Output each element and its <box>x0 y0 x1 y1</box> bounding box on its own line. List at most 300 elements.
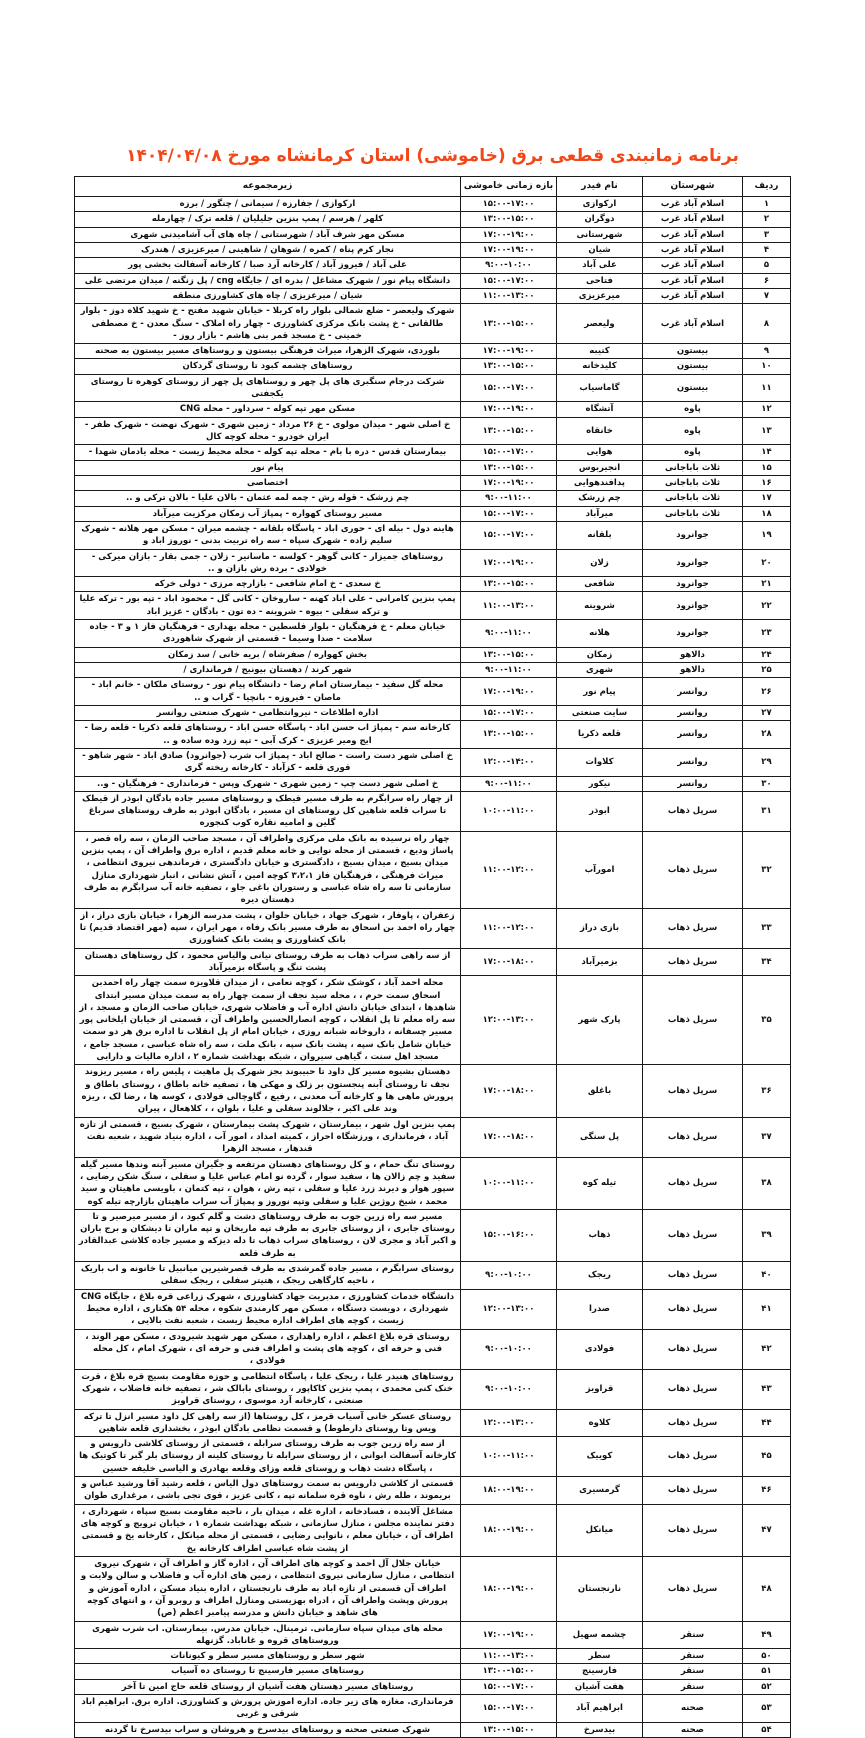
feeder-cell: پارک شهر <box>557 976 643 1065</box>
area-cell: خیابان جلال آل احمد و کوچه های اطراف آن ، اداره گاز و اطراف آن ، شهرک نیروی انتظامی ، منازل سازمانی نیروی انتظامی ، زمین های اداره آب و فاضلاب و سالن ولایت و اطراف آن قسمتی از تازه اباد به طرف نارنجستان ، اداره بنیاد مسکن ، اداره آموزش و پرورش وپشت واطراف آن ، ادراه بهزیستی ومنازل اطراف و روبرو آن ، و انتهای کوچه های شاهد و خیابان دانش و مدرسه پیامبر اعظم (ص) <box>75 1556 461 1621</box>
table-row <box>75 1289 791 1329</box>
table-row <box>75 475 791 490</box>
feeder-cell: آتشگاه <box>557 402 643 417</box>
area-cell: روستاهای جمیزار - کانی گوهر - کولسه - ماسانیر - زلان - جمی بقار - بازان میرکی - خولادی - برده رش بازان و .. <box>75 549 461 577</box>
area-cell: شرکت درجام سنگبری های پل چهر و روستاهای پل چهر از روستای کوهره تا روستای یکجفتی <box>75 374 461 402</box>
county-cell: اسلام آباد غرب <box>643 197 743 212</box>
feeder-cell: زلان <box>557 549 643 577</box>
area-cell: چم زرشک - قوله رش - چمه لمه عثمان - بالان علیا - بالان ترکی و .. <box>75 491 461 506</box>
row-number-cell: ۲۰ <box>743 549 791 577</box>
area-cell: دهستان بشیوه مسیر کل داود تا حبیبوند بجز شهرک پل ماهیت ، پلیس راه ، مسیر ریزوند نجف تا روستای آبنه پنجستون بر زلک و مهکی ها ، تصفیه خانه باطاق ، روستای باطاق و پرورش ماهی ها و کارخانه آب معدنی ، رفیع ، گاوچالی فولادی ، کوسه ها ، رضا لک ، ریزه وند علی اکبر ، جلالوند سفلی و علیا ، بلوان ، ، کلاهعال ، پیران <box>75 1065 461 1117</box>
time-cell: ۱۷:۰۰-۱۹:۰۰ <box>461 549 557 577</box>
feeder-cell: هلانه <box>557 620 643 648</box>
area-cell: از سه راه زرین جوب به طرف روستای سرابله ، قسمتی از روستای کلاشی دارویس و کارخانه آسفالت ابوانی ، از روستای سرابله تا روستای کلینه از روستای بلر گبر تا کوتیک ها ، پاسگاه دشت ذهاب و روستای قلعه وزای وقلعه بهادری و الیاسی خلیفه حسین <box>75 1437 461 1477</box>
county-cell: ثلاث باباجانی <box>643 460 743 475</box>
table-row <box>75 521 791 549</box>
county-cell: سرپل ذهاب <box>643 948 743 976</box>
row-number-cell: ۲۱ <box>743 577 791 592</box>
table-row <box>75 1369 791 1409</box>
feeder-cell: انجیربوس <box>557 460 643 475</box>
county-cell: روانسر <box>643 748 743 776</box>
time-cell: ۱۳:۰۰-۱۵:۰۰ <box>461 1722 557 1737</box>
table-row <box>75 831 791 908</box>
row-number-cell: ۱۱ <box>743 374 791 402</box>
time-cell: ۱۳:۰۰-۱۵:۰۰ <box>461 577 557 592</box>
row-number-cell: ۳۹ <box>743 1209 791 1261</box>
feeder-cell: نارنجستان <box>557 1556 643 1621</box>
area-cell: شیان / میرعزیزی / چاه های کشاورزی منطقه <box>75 288 461 303</box>
row-number-cell: ۳۳ <box>743 908 791 948</box>
time-cell: ۱۳:۰۰-۱۵:۰۰ <box>461 417 557 445</box>
row-number-cell: ۴۸ <box>743 1556 791 1621</box>
feeder-cell: خانقاه <box>557 417 643 445</box>
feeder-cell: علی آباد <box>557 258 643 273</box>
area-cell: کلهر / هرسم / پمپ بنزین جلیلیان / قلعه ترک / چهارمله <box>75 212 461 227</box>
row-number-cell: ۲۵ <box>743 663 791 678</box>
table-row <box>75 1065 791 1117</box>
county-cell: سرپل ذهاب <box>643 1065 743 1117</box>
area-cell: شهر کرند / دهستان بیونیج / فرمانداری / <box>75 663 461 678</box>
area-cell: شهر سطر و روستاهای مسیر سطر و کیونانات <box>75 1649 461 1664</box>
table-row <box>75 647 791 662</box>
header-row <box>75 177 791 197</box>
row-number-cell: ۱۶ <box>743 475 791 490</box>
area-cell: چهار راه نرسیده به بانک ملی مرکزی واطراف آن ، مسجد صاحب الزمان ، سه راه قصر ، پاساژ ودیع ، قسمتی از محله نوایی و خانه معلم قدیم ، اداره برق واطراف آن ، پمپ بنزین میدان بسیج ، میدان بسیج ، دادگستری و خیابان دادگستری ، فرماندهی نیروی انتظامی ، میراث فرهنگی ، فرهنگیان فاز ۳،۲،۱ کوچه امین ، آتش نشانی ، انبار شهرداری منازل سازمانی تا سه راه شاه عباسی و رستوران باغی جاو ، تصفیه خانه آب سرابگرم به طرف دهستان دیره <box>75 831 461 908</box>
time-cell: ۱۳:۰۰-۱۵:۰۰ <box>461 1664 557 1679</box>
row-number-cell: ۳۱ <box>743 791 791 831</box>
area-cell: روستاهای هنیدر علیا ، ریجک علیا ، پاسگاه انتظامی و حوزه مقاومت بسیج قره بلاغ ، قرت خنک کنی محمدی ، پمپ بنزین کاکاپور ، روستای بابالک شر ، تصفیه خانه فاضلاب ، شهرک صنعتی ، کارخانه آرد موسوی ، روستای قراویز <box>75 1369 461 1409</box>
row-number-cell: ۲۲ <box>743 592 791 620</box>
county-cell: سنقر <box>643 1679 743 1694</box>
row-number-cell: ۱۵ <box>743 460 791 475</box>
table-row <box>75 242 791 257</box>
feeder-cell: شروینه <box>557 592 643 620</box>
county-cell: صحنه <box>643 1695 743 1723</box>
table-row <box>75 791 791 831</box>
table-row <box>75 549 791 577</box>
feeder-cell: چشمه سهیل <box>557 1621 643 1649</box>
area-cell: پمپ بنزین اول شهر ، بیمارستان ، شهرک پشت بیمارستان ، شهرک بسیج ، قسمتی از تازه آباد ، فرمانداری ، ورزشگاه احراز ، کمیته امداد ، امور آب ، اداره بنیاد شهید ، شعبه نفت قندهار ، مسجد الزهرا <box>75 1117 461 1157</box>
row-number-cell: ۴۳ <box>743 1369 791 1409</box>
county-cell: سرپل ذهاب <box>643 1289 743 1329</box>
header-subset: زیرمجموعه <box>75 177 461 197</box>
time-cell: ۱۳:۰۰-۱۵:۰۰ <box>461 460 557 475</box>
table-row <box>75 705 791 720</box>
table-row <box>75 1649 791 1664</box>
table-row <box>75 1262 791 1290</box>
table-row <box>75 1556 791 1621</box>
time-cell: ۱۷:۰۰-۱۸:۰۰ <box>461 1065 557 1117</box>
feeder-cell: قراویز <box>557 1369 643 1409</box>
county-cell: جوانرود <box>643 577 743 592</box>
time-cell: ۱۰:۰۰-۱۱:۰۰ <box>461 1437 557 1477</box>
feeder-cell: بازی دراز <box>557 908 643 948</box>
feeder-cell: بزمیرآباد <box>557 948 643 976</box>
row-number-cell: ۳۷ <box>743 1117 791 1157</box>
row-number-cell: ۸ <box>743 304 791 344</box>
feeder-cell: پدافندهوایی <box>557 475 643 490</box>
time-cell: ۱۲:۰۰-۱۳:۰۰ <box>461 976 557 1065</box>
table-row <box>75 417 791 445</box>
header-feeder: نام فیدر <box>557 177 643 197</box>
feeder-cell: شافعی <box>557 577 643 592</box>
time-cell: ۱۱:۰۰-۱۲:۰۰ <box>461 831 557 908</box>
county-cell: پاوه <box>643 402 743 417</box>
table-row <box>75 1437 791 1477</box>
county-cell: سرپل ذهاب <box>643 908 743 948</box>
row-number-cell: ۴۰ <box>743 1262 791 1290</box>
row-number-cell: ۲۸ <box>743 721 791 749</box>
county-cell: سنقر <box>643 1649 743 1664</box>
row-number-cell: ۴۶ <box>743 1477 791 1505</box>
table-row <box>75 1209 791 1261</box>
county-cell: اسلام آباد غرب <box>643 258 743 273</box>
row-number-cell: ۴۹ <box>743 1621 791 1649</box>
feeder-cell: تیله کوه <box>557 1157 643 1209</box>
time-cell: ۱۳:۰۰-۱۵:۰۰ <box>461 212 557 227</box>
row-number-cell: ۳۲ <box>743 831 791 908</box>
row-number-cell: ۱۸ <box>743 506 791 521</box>
table-row <box>75 258 791 273</box>
county-cell: اسلام آباد غرب <box>643 242 743 257</box>
row-number-cell: ۵۳ <box>743 1695 791 1723</box>
area-cell: از چهار راه سرابگرم به طرف مسیر قیطک و روستاهای مسیر جاده بادگان ابوذر از قیطک تا سراب قلعه شاهین کل روستاهای ان مسیر ، بادگان ابوذر به طرف روستاهای سرباغ گلین و امامیه نقاره کوب کنجوره <box>75 791 461 831</box>
time-cell: ۱۷:۰۰-۱۹:۰۰ <box>461 475 557 490</box>
county-cell: بیستون <box>643 374 743 402</box>
feeder-cell: ریجک <box>557 1262 643 1290</box>
county-cell: سرپل ذهاب <box>643 1556 743 1621</box>
time-cell: ۱۲:۰۰-۱۳:۰۰ <box>461 1409 557 1437</box>
row-number-cell: ۵۱ <box>743 1664 791 1679</box>
row-number-cell: ۲۶ <box>743 678 791 706</box>
row-number-cell: ۵ <box>743 258 791 273</box>
time-cell: ۱۷:۰۰-۱۸:۰۰ <box>461 1117 557 1157</box>
county-cell: ثلاث باباجانی <box>643 475 743 490</box>
feeder-cell: شهری <box>557 663 643 678</box>
table-row <box>75 577 791 592</box>
time-cell: ۱۷:۰۰-۱۹:۰۰ <box>461 227 557 242</box>
time-cell: ۹:۰۰-۱۱:۰۰ <box>461 491 557 506</box>
feeder-cell: فارسینج <box>557 1664 643 1679</box>
table-header <box>75 177 791 197</box>
time-cell: ۱۵:۰۰-۱۷:۰۰ <box>461 1679 557 1694</box>
table-row <box>75 1722 791 1737</box>
time-cell: ۱۳:۰۰-۱۵:۰۰ <box>461 647 557 662</box>
county-cell: روانسر <box>643 678 743 706</box>
time-cell: ۱۰:۰۰-۱۱:۰۰ <box>461 1157 557 1209</box>
time-cell: ۱۵:۰۰-۱۷:۰۰ <box>461 521 557 549</box>
area-cell: قسمتی از کلاشی دارویس به سمت روستاهای دول الیاس ، قلعه رشید آقا ورشید عباس و بریموند ، طله رش ، ناوه قره سلمانه تپه ، کانی عزیز ، قوی تجی باشی ، مرغداری طوان <box>75 1477 461 1505</box>
feeder-cell: سایت صنعتی <box>557 705 643 720</box>
table-row <box>75 1117 791 1157</box>
area-cell: دانشگاه خدمات کشاورزی ، مدیریت جهاد کشاورزی ، شهرک زراعی قره بلاغ ، جایگاه CNG شهرداری ، دویست دستگاه ، مسکن مهر کارمندی شکوه ، محله ۵۴ هکتاری ، اداره محیط زیست ، کوچه های اطراف اداره محیط زیست ، شعبه نفت بالایی ، <box>75 1289 461 1329</box>
time-cell: ۱۱:۰۰-۱۳:۰۰ <box>461 288 557 303</box>
time-cell: ۱۵:۰۰-۱۶:۰۰ <box>461 1209 557 1261</box>
header-outage-time: بازه زمانی خاموشی <box>461 177 557 197</box>
table-row <box>75 776 791 791</box>
area-cell: دانشگاه پیام نور / شهرک مشاغل / بدره ای / جایگاه cng / پل زنگنه / میدان مرتضی علی <box>75 273 461 288</box>
feeder-cell: فولادی <box>557 1329 643 1369</box>
county-cell: اسلام آباد غرب <box>643 304 743 344</box>
table-row <box>75 663 791 678</box>
area-cell: روستای عسکر خانی آسیاب قرمز ، کل روستاها (از سه راهی کل داود مسیر انزل تا ترکه ویس وتا روستای دارطوط) و قسمت نظامی بادگان ابوذر ، بخشداری قلعه شاهین <box>75 1409 461 1437</box>
area-cell: مسیر روستای کهواره - پمپاژ آب زمکان مرکزیت میرآباد <box>75 506 461 521</box>
area-cell: روستاهای مسیر فارسینج تا روستای ده آسیاب <box>75 1664 461 1679</box>
county-cell: سرپل ذهاب <box>643 1409 743 1437</box>
time-cell: ۱۲:۰۰-۱۳:۰۰ <box>461 1289 557 1329</box>
county-cell: جوانرود <box>643 592 743 620</box>
area-cell: خ اصلی شهر دست راست - صالح اباد - پمپاژ اب شرب (جوانرود) صادق اباد - شهر شاهو - قوری قلعه - کزآباد - کارخانه ریخته گری <box>75 748 461 776</box>
row-number-cell: ۴۲ <box>743 1329 791 1369</box>
feeder-cell: هفت آشیان <box>557 1679 643 1694</box>
time-cell: ۱۱:۰۰-۱۲:۰۰ <box>461 908 557 948</box>
county-cell: اسلام آباد غرب <box>643 288 743 303</box>
area-cell: مسیر سه راه زرین جوب به طرف روستاهای دشت و گلم کبود ، از مسیر میرصیر و تا روستای جابری ، از روستای جابری به طرف تپه ماریخان و تپه ماران تا دیشکان و برج باران و اکبر آباد و مجری لان ، روستاهای سراب ذهاب تا دله دیزکه و مسیر جاده کلاشی عبدالقادر به طرف قلعه <box>75 1209 461 1261</box>
county-cell: اسلام آباد غرب <box>643 227 743 242</box>
county-cell: دالاهو <box>643 663 743 678</box>
time-cell: ۱۵:۰۰-۱۷:۰۰ <box>461 273 557 288</box>
time-cell: ۹:۰۰-۱۰:۰۰ <box>461 1262 557 1290</box>
feeder-cell: ارکوازی <box>557 197 643 212</box>
area-cell: روستای سرابگرم ، مسیر جاده گمرشدی به طرف قصرشیرین میانبیل تا خانونه و اب باریک ، ناحیه کارگاهی ریجک ، هتیتر سفلی ، ریجک سفلی <box>75 1262 461 1290</box>
area-cell: پیام نور <box>75 460 461 475</box>
table-row <box>75 304 791 344</box>
table-row <box>75 197 791 212</box>
row-number-cell: ۵۲ <box>743 1679 791 1694</box>
time-cell: ۱۸:۰۰-۱۹:۰۰ <box>461 1556 557 1621</box>
area-cell: خیابان معلم - خ فرهنگیان - بلوار فلسطین - محله بهداری - فرهنگیان فاز ۱ و ۳ - جاده سلامت - صدا وسیما - قسمتی از شهرک شاهوردی <box>75 620 461 648</box>
county-cell: جوانرود <box>643 549 743 577</box>
feeder-cell: بیدسرخ <box>557 1722 643 1737</box>
county-cell: پاوه <box>643 417 743 445</box>
feeder-cell: ولیعصر <box>557 304 643 344</box>
feeder-cell: چم زرشک <box>557 491 643 506</box>
table-row <box>75 445 791 460</box>
feeder-cell: ذهاب <box>557 1209 643 1261</box>
time-cell: ۹:۰۰-۱۱:۰۰ <box>461 620 557 648</box>
area-cell: زعفران ، پاوفار ، شهرک جهاد ، خیابان حلوان ، پشت مدرسه الزهرا ، خیابان بازی دراز ، از چهار راه احمد بن اسحاق به طرف مسیر بانک رفاه ، مهر ایران ، سپه (مهر اقتصاد قدیم) تا بانک کشاورزی و پشت بانک کشاورزی <box>75 908 461 948</box>
area-cell: علی آباد / فیروز آباد / کارخانه آرد صبا / کارخانه آسفالت بخشی پور <box>75 258 461 273</box>
feeder-cell: صدرا <box>557 1289 643 1329</box>
table-row <box>75 1695 791 1723</box>
area-cell: پمپ بنزین کامرانی - علی اباد کهنه - ساروخان - کانی گل - محمود اباد - تپه بور - ترکه علیا و ترکه سفلی - بیوه - شروینه - ده تون - بادگان - عزیز اباد <box>75 592 461 620</box>
table-row <box>75 1504 791 1556</box>
county-cell: صحنه <box>643 1722 743 1737</box>
schedule-table-body <box>75 197 791 1738</box>
time-cell: ۱۷:۰۰-۱۹:۰۰ <box>461 678 557 706</box>
table-row <box>75 212 791 227</box>
county-cell: سرپل ذهاب <box>643 1262 743 1290</box>
row-number-cell: ۷ <box>743 288 791 303</box>
county-cell: سرپل ذهاب <box>643 1504 743 1556</box>
time-cell: ۱۳:۰۰-۱۵:۰۰ <box>461 359 557 374</box>
time-cell: ۱۷:۰۰-۱۹:۰۰ <box>461 242 557 257</box>
time-cell: ۱۵:۰۰-۱۷:۰۰ <box>461 374 557 402</box>
feeder-cell: کلاوه <box>557 1409 643 1437</box>
header-row-number: ردیف <box>743 177 791 197</box>
county-cell: سرپل ذهاب <box>643 1117 743 1157</box>
table-row <box>75 592 791 620</box>
time-cell: ۹:۰۰-۱۰:۰۰ <box>461 258 557 273</box>
feeder-cell: گاماسیاب <box>557 374 643 402</box>
area-cell: خ سعدی - خ امام شافعی - بازارچه مرزی - دولی خرکه <box>75 577 461 592</box>
row-number-cell: ۹ <box>743 344 791 359</box>
county-cell: جوانرود <box>643 521 743 549</box>
feeder-cell: سطر <box>557 1649 643 1664</box>
time-cell: ۱۷:۰۰-۱۹:۰۰ <box>461 1621 557 1649</box>
feeder-cell: بلقانه <box>557 521 643 549</box>
table-row <box>75 460 791 475</box>
feeder-cell: کلاوات <box>557 748 643 776</box>
row-number-cell: ۱ <box>743 197 791 212</box>
area-cell: شهرک ولیعصر - ضلع شمالی بلوار راه کربلا - خیابان شهید مفتح - خ شهید کلاه دوز - بلوار طالقانی - خ پشت بانک مرکزی کشاورزی - چهار راه املاک - سنگ معدن - خ مصطفی خمینی - خ مسجد قمر بنی هاشم - بازار روز - <box>75 304 461 344</box>
row-number-cell: ۳۴ <box>743 948 791 976</box>
area-cell: مسکن مهر تپه کوله - سرداور - محله CNG <box>75 402 461 417</box>
county-cell: سنقر <box>643 1621 743 1649</box>
feeder-cell: قلعه ذکریا <box>557 721 643 749</box>
row-number-cell: ۴ <box>743 242 791 257</box>
row-number-cell: ۱۹ <box>743 521 791 549</box>
time-cell: ۱۸:۰۰-۱۹:۰۰ <box>461 1477 557 1505</box>
time-cell: ۱۷:۰۰-۱۹:۰۰ <box>461 402 557 417</box>
county-cell: روانسر <box>643 705 743 720</box>
feeder-cell: هوایی <box>557 445 643 460</box>
area-cell: اختصاصی <box>75 475 461 490</box>
table-row <box>75 1664 791 1679</box>
time-cell: ۱۵:۰۰-۱۷:۰۰ <box>461 445 557 460</box>
row-number-cell: ۱۳ <box>743 417 791 445</box>
feeder-cell: دوگران <box>557 212 643 227</box>
county-cell: بیستون <box>643 344 743 359</box>
county-cell: سرپل ذهاب <box>643 791 743 831</box>
table-row <box>75 678 791 706</box>
table-row <box>75 491 791 506</box>
county-cell: سنقر <box>643 1664 743 1679</box>
row-number-cell: ۱۷ <box>743 491 791 506</box>
area-cell: خ اصلی شهر دست چپ - زمین شهری - شهرک وپس - فرمانداری - فرهنگیان - و.. <box>75 776 461 791</box>
row-number-cell: ۱۰ <box>743 359 791 374</box>
county-cell: ثلاث باباجانی <box>643 506 743 521</box>
feeder-cell: پیام نور <box>557 678 643 706</box>
table-row <box>75 344 791 359</box>
area-cell: هاینه دول - بیله ای - حوری اباد - پاسگاه بلقانه - چشمه میران - مسکن مهر هلانه - شهرک سلیم زاده - شهرک سپاه - سه راه تربیت بدنی - نوروز اباد و <box>75 521 461 549</box>
table-row <box>75 506 791 521</box>
table-row <box>75 1329 791 1369</box>
table-row <box>75 1157 791 1209</box>
row-number-cell: ۲۴ <box>743 647 791 662</box>
table-row <box>75 1409 791 1437</box>
county-cell: اسلام آباد غرب <box>643 273 743 288</box>
time-cell: ۱۰:۰۰-۱۱:۰۰ <box>461 791 557 831</box>
feeder-cell: ابوذر <box>557 791 643 831</box>
county-cell: پاوه <box>643 445 743 460</box>
area-cell: روستاهای چشمه کبود تا روستای گردکان <box>75 359 461 374</box>
area-cell: بلوردی، شهرک الزهرا، میراث فرهنگی بیستون و روستاهای مسیر بیستون به صحنه <box>75 344 461 359</box>
feeder-cell: ابراهیم آباد <box>557 1695 643 1723</box>
feeder-cell: میانکل <box>557 1504 643 1556</box>
area-cell: روستای قره بلاغ اعظم ، اداره راهداری ، مسکن مهر شهید شیرودی ، مسکن مهر الوند ، فنی و حرفه ای ، کوچه های پشت و اطراف فنی و حرفه ای ، شهرک امام ، کل محله فولادی ، <box>75 1329 461 1369</box>
table-row <box>75 721 791 749</box>
table-row <box>75 908 791 948</box>
time-cell: ۱۵:۰۰-۱۷:۰۰ <box>461 506 557 521</box>
row-number-cell: ۶ <box>743 273 791 288</box>
area-cell: خ اصلی شهر - میدان مولوی - خ ۲۶ مرداد - زمین شهری - شهرک نهضت - شهرک ظفر - ایران خودرو - محله کوچه کال <box>75 417 461 445</box>
feeder-cell: میرآباد <box>557 506 643 521</box>
table-row <box>75 1621 791 1649</box>
time-cell: ۱۳:۰۰-۱۵:۰۰ <box>461 304 557 344</box>
feeder-cell: امورآب <box>557 831 643 908</box>
feeder-cell: باغلق <box>557 1065 643 1117</box>
table-row <box>75 1477 791 1505</box>
row-number-cell: ۴۷ <box>743 1504 791 1556</box>
county-cell: سرپل ذهاب <box>643 1329 743 1369</box>
row-number-cell: ۵۴ <box>743 1722 791 1737</box>
area-cell: از سه راهی سراب ذهاب به طرف روستای نیانی والیاس محمود ، کل روستاهای دهستان پشت تنگ و پاسگاه بزمیرآباد <box>75 948 461 976</box>
row-number-cell: ۱۲ <box>743 402 791 417</box>
area-cell: مسکن مهر شرف آباد / شهرستانی / چاه های آب آشامیدنی شهری <box>75 227 461 242</box>
feeder-cell: زمکان <box>557 647 643 662</box>
time-cell: ۱۳:۰۰-۱۵:۰۰ <box>461 721 557 749</box>
county-cell: سرپل ذهاب <box>643 1437 743 1477</box>
county-cell: سرپل ذهاب <box>643 1477 743 1505</box>
row-number-cell: ۲۷ <box>743 705 791 720</box>
time-cell: ۱۵:۰۰-۱۷:۰۰ <box>461 1695 557 1723</box>
row-number-cell: ۴۱ <box>743 1289 791 1329</box>
county-cell: سرپل ذهاب <box>643 1369 743 1409</box>
area-cell: کارخانه سم - پمپاژ اب حسن اباد - پاسگاه حسن اباد - روستاهای قلعه ذکریا - قلعه رضا - ایج ومیر عزیزی - کرک آبی - تپه زرد وده ساده و .. <box>75 721 461 749</box>
county-cell: سرپل ذهاب <box>643 831 743 908</box>
table-row <box>75 1679 791 1694</box>
area-cell: ارکوازی / جفارزه / سیمانی / چنگور / برزه <box>75 197 461 212</box>
county-cell: روانسر <box>643 776 743 791</box>
area-cell: مشاغل آلاینده ، فسادخانه ، اداره غله ، میدان بار ، ناحیه مقاومت بسیج سپاه ، شهرداری ، دفتر نماینده مجلس ، منازل سازمانی ، شبکه بهداشت شماره ۱ ، خیابان ترویج و کوچه های اطراف آن ، خیابان معلم ، نانوایی رضایی ، قسمتی از محله میانکل ، کارخانه یخ و قسمتی از پشت شاه عباسی اطراف کارخانه یخ <box>75 1504 461 1556</box>
time-cell: ۹:۰۰-۱۰:۰۰ <box>461 1329 557 1369</box>
time-cell: ۹:۰۰-۱۱:۰۰ <box>461 663 557 678</box>
page-title: برنامه زمانبندی قطعی برق (خاموشی) استان کرمانشاه مورخ ۱۴۰۴/۰۴/۰۸ <box>126 146 739 166</box>
county-cell: ثلاث باباجانی <box>643 491 743 506</box>
county-cell: سرپل ذهاب <box>643 1157 743 1209</box>
table-row <box>75 976 791 1065</box>
row-number-cell: ۳۵ <box>743 976 791 1065</box>
county-cell: سرپل ذهاب <box>643 1209 743 1261</box>
area-cell: بخش کهواره / صفرشاه / بریه خانی / سد زمکان <box>75 647 461 662</box>
table-row <box>75 273 791 288</box>
table-row <box>75 948 791 976</box>
area-cell: محله گل سفید - بیمارستان امام رضا - دانشگاه پیام نور - روستای ملکان - خانم اباد - ماصان - فیروزه - بانچیا - گراب و .. <box>75 678 461 706</box>
feeder-cell: کتیبه <box>557 344 643 359</box>
county-cell: جوانرود <box>643 620 743 648</box>
row-number-cell: ۳۸ <box>743 1157 791 1209</box>
feeder-cell: فتاحی <box>557 273 643 288</box>
area-cell: محله های میدان سپاه سازمانی. ترمینال. خیابان مدرس. بیمارستان. اب شرب شهری وروستاهای قروه و غاناباد. گزنهله <box>75 1621 461 1649</box>
area-cell: فرمانداری. مغازه های زیر جاده. اداره اموزش پرورش و کشاورزی. اداره برق. ابراهیم اباد شرقی و غربی <box>75 1695 461 1723</box>
feeder-cell: شهرستانی <box>557 227 643 242</box>
time-cell: ۱۵:۰۰-۱۷:۰۰ <box>461 197 557 212</box>
county-cell: روانسر <box>643 721 743 749</box>
county-cell: بیستون <box>643 359 743 374</box>
row-number-cell: ۳۶ <box>743 1065 791 1117</box>
area-cell: شهرک صنعتی صحنه و روستاهای بیدسرخ و هروشان و سراب بیدسرخ تا گردنه <box>75 1722 461 1737</box>
feeder-cell: نیکور <box>557 776 643 791</box>
county-cell: دالاهو <box>643 647 743 662</box>
table-row <box>75 359 791 374</box>
time-cell: ۱۷:۰۰-۱۹:۰۰ <box>461 344 557 359</box>
feeder-cell: کلیدخانه <box>557 359 643 374</box>
area-cell: روستای تنگ حمام ، و کل روستاهای دهستان مرتفعه و جگیران مسیر آبنه وندها مسیر گیله سفید و چم زالان ها ، سفید سوار ، گرده نو امام عباس علیا و سفلی ، سنگ شکن رضایی ، سپور هوار و دیرند زرد علیا و سفلی ، تپه رش ، هوان ، تپه کتمان ، باویسی ماهیتان و سید محمد ، شیخ روژین علیا و سفلی وتپه نوروز و پمپاژ آب سراب ماهیتان بازارچه تیله کوه <box>75 1157 461 1209</box>
time-cell: ۱۱:۰۰-۱۳:۰۰ <box>461 592 557 620</box>
area-cell: نجار کرم پناه / کمره / شوهان / شاهینی / میرعزیزی / هندرک <box>75 242 461 257</box>
row-number-cell: ۲۳ <box>743 620 791 648</box>
